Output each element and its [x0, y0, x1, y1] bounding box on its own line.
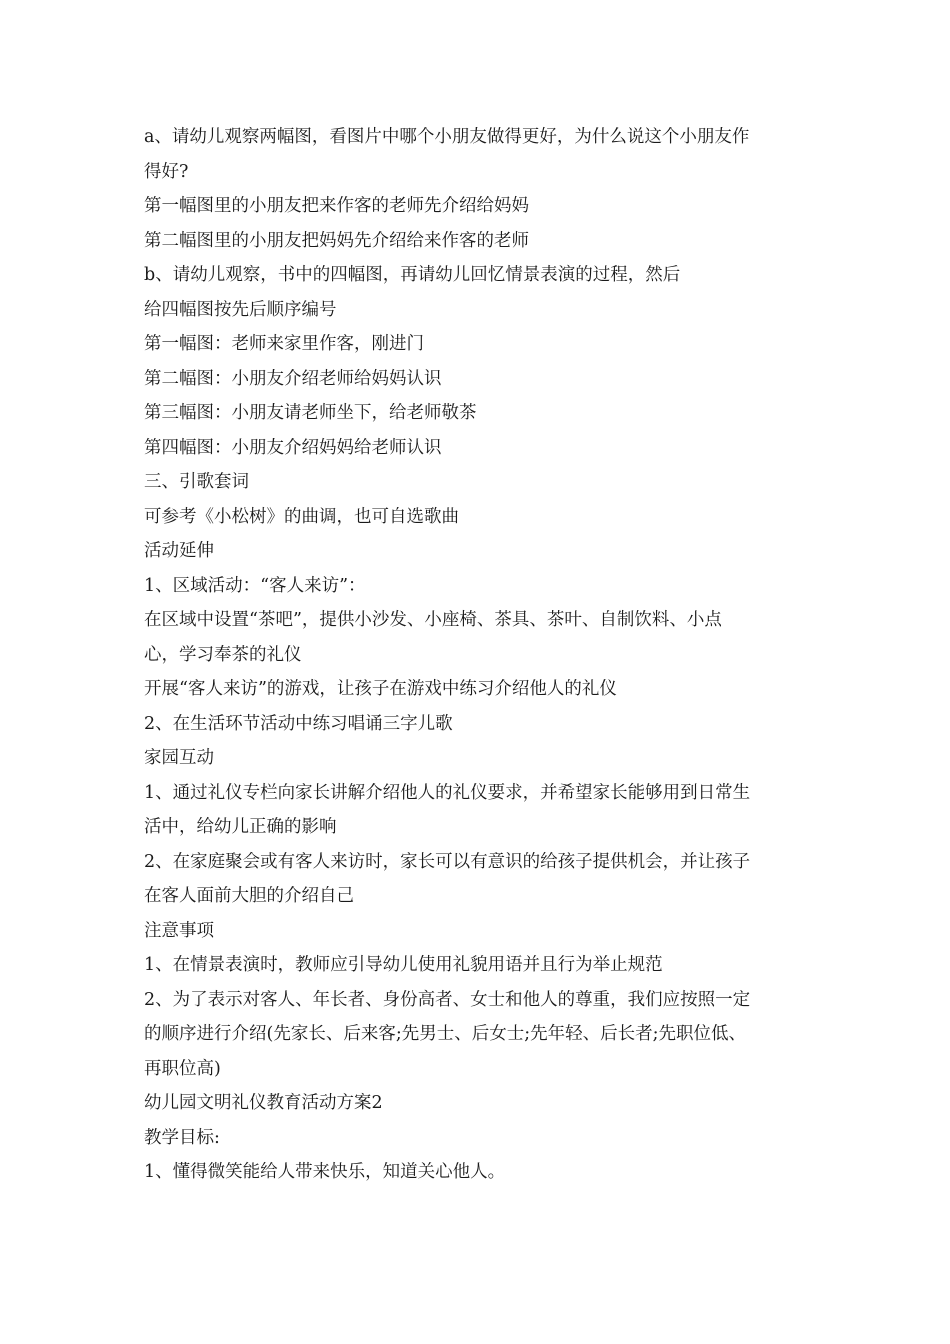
text-line: 2、为了表示对客人、年长者、身份高者、女士和他人的尊重，我们应按照一定	[144, 989, 751, 1010]
text-line: 心，学习奉茶的礼仪	[144, 644, 302, 665]
text-line: 2、在生活环节活动中练习唱诵三字儿歌	[144, 713, 453, 734]
document-title: 幼儿园文明礼仪教育活动方案2	[144, 1093, 383, 1113]
text-line: 第一幅图里的小朋友把来作客的老师先介绍给妈妈	[144, 196, 529, 216]
text-line: 第三幅图：小朋友请老师坐下，给老师敬茶	[144, 403, 477, 423]
text-line: a、请幼儿观察两幅图，看图片中哪个小朋友做得更好，为什么说这个小朋友作	[144, 127, 750, 147]
text-line: 1、在情景表演时，教师应引导幼儿使用礼貌用语并且行为举止规范	[144, 955, 663, 975]
section-heading: 活动延伸	[144, 541, 214, 561]
section-heading: 家园互动	[144, 748, 214, 768]
text-line: 可参考《小松树》的曲调，也可自选歌曲	[144, 506, 459, 527]
text-line: 给四幅图按先后顺序编号	[144, 299, 337, 320]
section-heading: 注意事项	[144, 920, 214, 941]
text-line: 活中，给幼儿正确的影响	[144, 817, 337, 837]
text-line: 开展“客人来访”的游戏，让孩子在游戏中练习介绍他人的礼仪	[144, 679, 617, 699]
text-line: 1、通过礼仪专栏向家长讲解介绍他人的礼仪要求，并希望家长能够用到日常生	[144, 782, 751, 803]
text-line: 在区域中设置“茶吧”，提供小沙发、小座椅、茶具、茶叶、自制饮料、小点	[144, 610, 722, 630]
text-line: 第四幅图：小朋友介绍妈妈给老师认识	[144, 437, 442, 458]
text-line: 再职位高)	[144, 1058, 221, 1079]
document-body	[144, 120, 808, 1190]
text-line: b、请幼儿观察，书中的四幅图，再请幼儿回忆情景表演的过程，然后	[144, 265, 681, 285]
text-line: 第二幅图里的小朋友把妈妈先介绍给来作客的老师	[144, 230, 529, 251]
text-line: 的顺序进行介绍(先家长、后来客;先男士、后女士;先年轻、后长者;先职位低、	[144, 1024, 747, 1044]
text-line: 第二幅图：小朋友介绍老师给妈妈认识	[144, 368, 442, 389]
text-line: 1、懂得微笑能给人带来快乐，知道关心他人。	[144, 1162, 506, 1182]
text-line: 1、区域活动：“客人来访”：	[144, 575, 366, 596]
text-line: 2、在家庭聚会或有客人来访时，家长可以有意识的给孩子提供机会，并让孩子	[144, 851, 751, 872]
section-heading: 三、引歌套词	[144, 472, 249, 492]
text-line: 第一幅图：老师来家里作客，刚进门	[144, 334, 424, 354]
section-heading: 教学目标:	[144, 1127, 220, 1148]
text-line: 得好?	[144, 161, 189, 182]
text-line: 在客人面前大胆的介绍自己	[144, 886, 354, 906]
